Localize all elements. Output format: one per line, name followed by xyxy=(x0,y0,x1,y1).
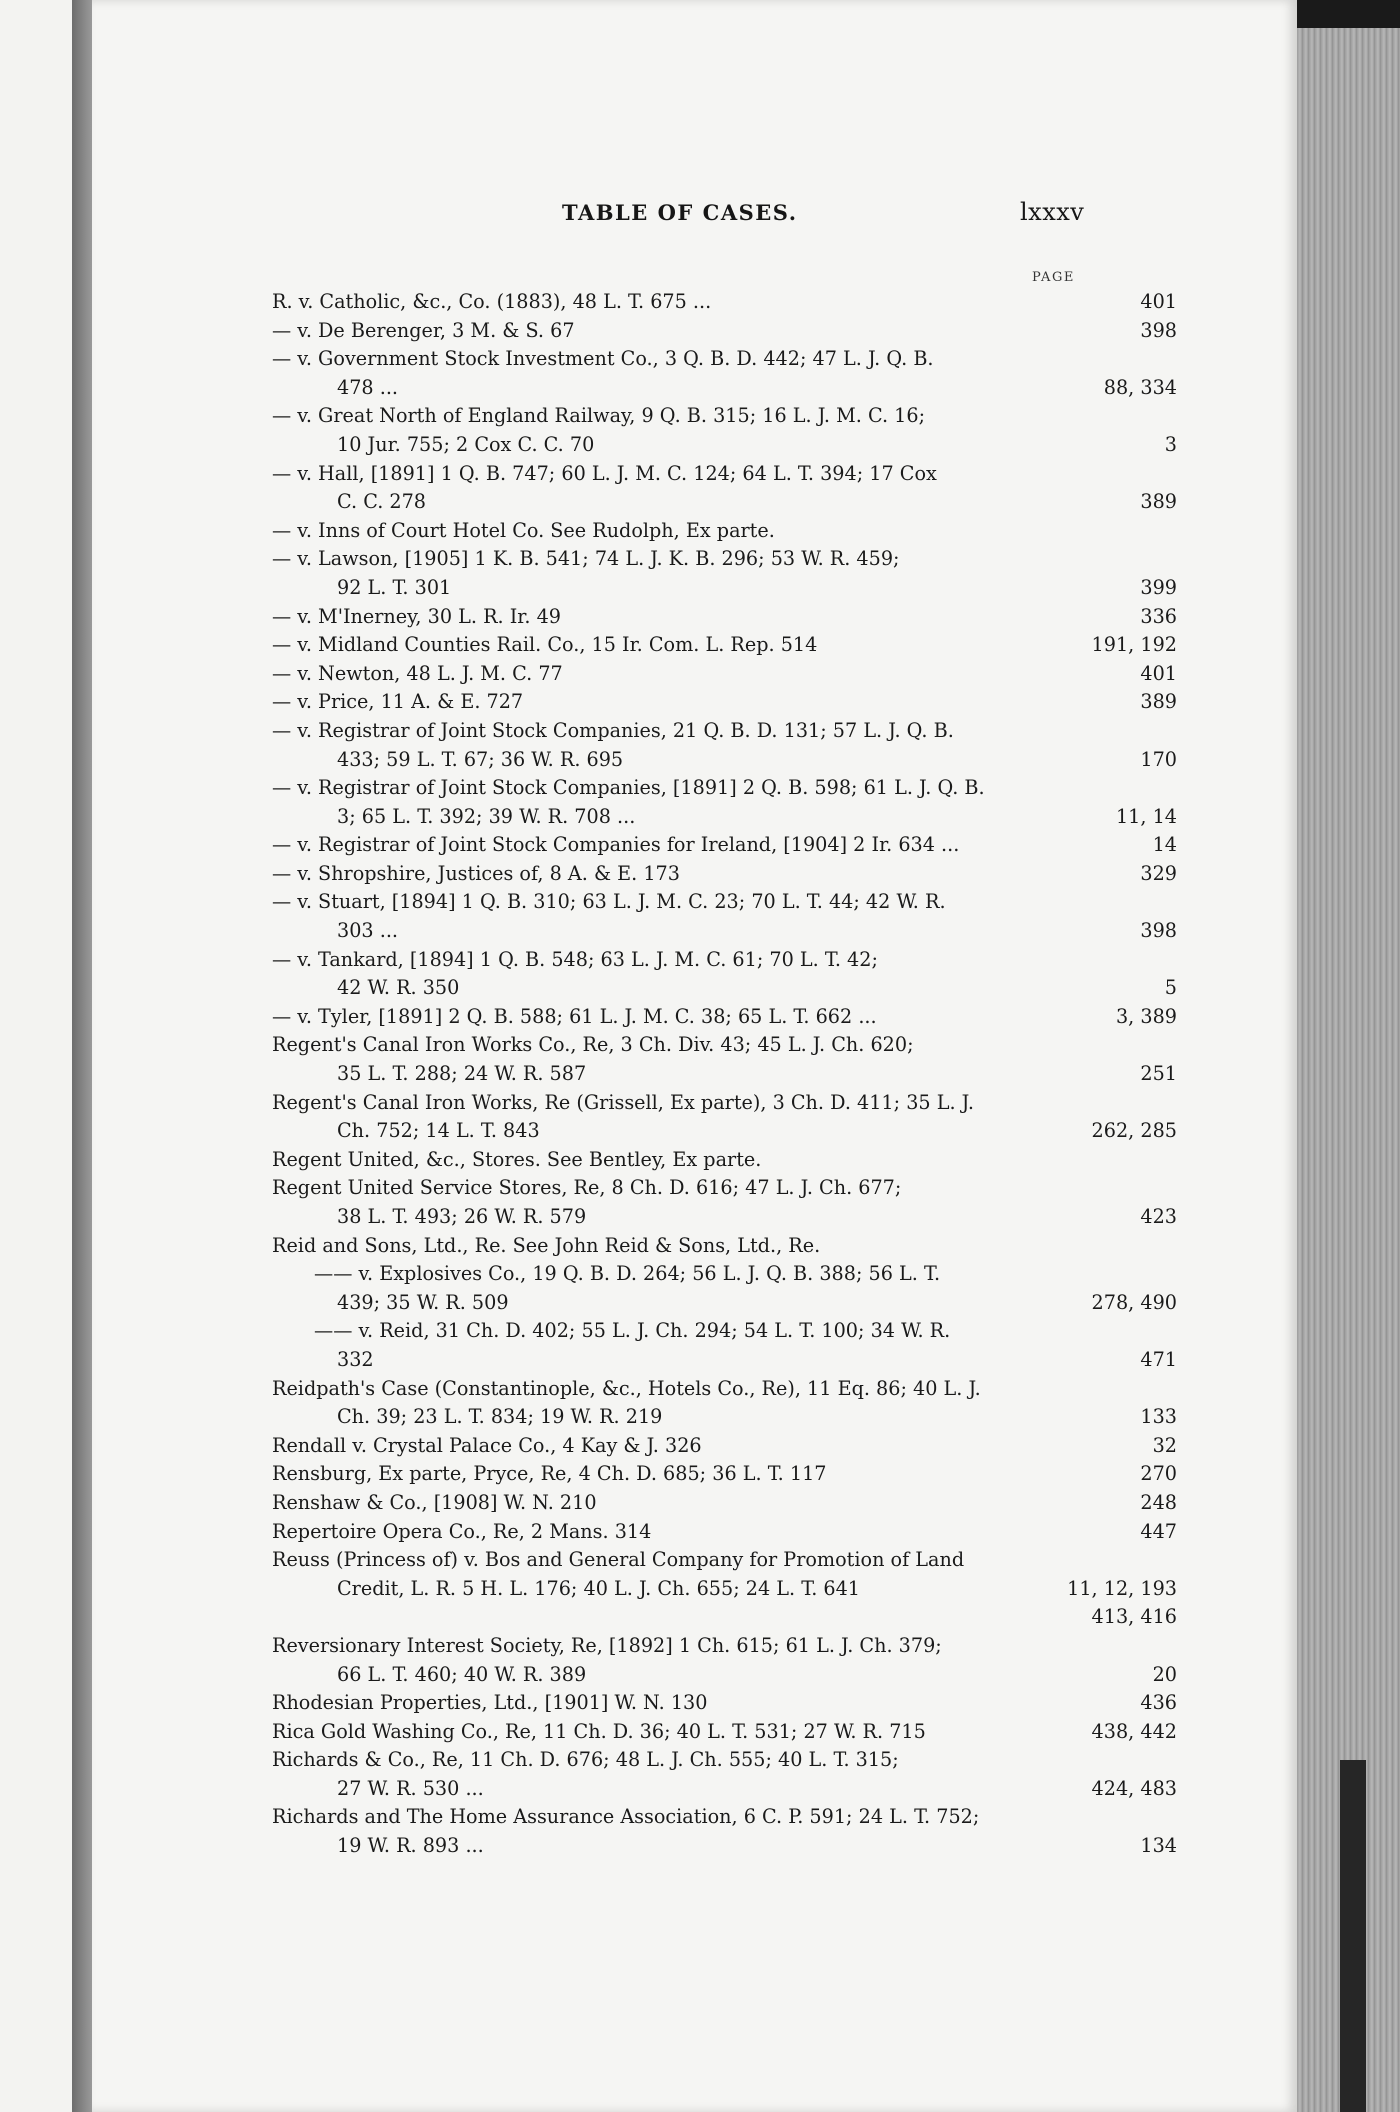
case-entry-line xyxy=(272,431,1177,460)
case-entry-line xyxy=(272,831,1177,860)
page-reference: 423 xyxy=(1140,1205,1177,1228)
case-entry-line xyxy=(272,1460,1177,1489)
case-entry-line xyxy=(272,1117,1177,1146)
page-reference: 278, 490 xyxy=(1091,1290,1177,1314)
page-reference: 32 xyxy=(1152,1433,1177,1457)
case-entry-line xyxy=(272,631,1177,660)
case-citation: — v. Registrar of Joint Stock Companies for Ireland, [1904] 2 Ir. 634 ... xyxy=(272,833,960,857)
case-entry-line xyxy=(272,1174,1177,1203)
case-citation: Repertoire Opera Co., Re, 2 Mans. 314 xyxy=(272,1519,652,1543)
case-citation: — v. Shropshire, Justices of, 8 A. & E. 173 xyxy=(272,861,680,885)
page-reference: 398 xyxy=(1140,919,1177,943)
case-citation: —— v. Reid, 31 Ch. D. 402; 55 L. J. Ch. 294; 54 L. T. 100; 34 W. R. xyxy=(314,1319,951,1343)
case-citation: Rensburg, Ex parte, Pryce, Re, 4 Ch. D. 685; 36 L. T. 117 xyxy=(272,1462,827,1486)
case-citation: 19 W. R. 893 ... xyxy=(337,1834,484,1858)
case-citation: Reidpath's Case (Constantinople, &c., Hotels Co., Re), 11 Eq. 86; 40 L. J. xyxy=(272,1376,981,1400)
case-entry-line xyxy=(272,1803,1177,1832)
case-citation: Regent's Canal Iron Works Co., Re, 3 Ch. Div. 43; 45 L. J. Ch. 620; xyxy=(272,1033,914,1057)
case-citation: Richards & Co., Re, 11 Ch. D. 676; 48 L. J. Ch. 555; 40 L. T. 315; xyxy=(272,1748,899,1772)
case-citation: —— v. Explosives Co., 19 Q. B. D. 264; 56 L. J. Q. B. 388; 56 L. T. xyxy=(314,1262,941,1286)
case-citation: — v. Stuart, [1894] 1 Q. B. 310; 63 L. J. M. C. 23; 70 L. T. 44; 42 W. R. xyxy=(272,890,946,914)
page-reference: 336 xyxy=(1140,604,1177,628)
case-citation: Regent's Canal Iron Works, Re (Grissell, Ex parte), 3 Ch. D. 411; 35 L. J. xyxy=(272,1090,974,1114)
book-page xyxy=(92,0,1297,2112)
case-citation: — v. Registrar of Joint Stock Companies, [1891] 2 Q. B. 598; 61 L. J. Q. B. xyxy=(272,776,985,800)
case-citation: Credit, L. R. 5 H. L. 176; 40 L. J. Ch. 655; 24 L. T. 641 xyxy=(337,1576,861,1600)
case-table xyxy=(272,288,1177,1861)
page-reference: 134 xyxy=(1140,1834,1177,1858)
case-citation: 3; 65 L. T. 392; 39 W. R. 708 ... xyxy=(337,804,636,828)
page-reference: 389 xyxy=(1140,690,1177,714)
page-reference: 270 xyxy=(1140,1462,1177,1486)
book-gutter xyxy=(72,0,92,2112)
case-citation: C. C. 278 xyxy=(337,490,427,514)
page-reference: 389 xyxy=(1140,490,1177,514)
case-entry-line xyxy=(272,1575,1177,1604)
case-citation: Regent United Service Stores, Re, 8 Ch. D. 616; 47 L. J. Ch. 677; xyxy=(272,1176,902,1200)
case-citation: Richards and The Home Assurance Association, 6 C. P. 591; 24 L. T. 752; xyxy=(272,1805,980,1829)
case-citation: Ch. 752; 14 L. T. 843 xyxy=(337,1119,540,1143)
case-citation: Ch. 39; 23 L. T. 834; 19 W. R. 219 xyxy=(337,1405,663,1429)
case-entry-line xyxy=(272,888,1177,917)
page-reference: 329 xyxy=(1140,861,1177,885)
page-title: TABLE OF CASES. xyxy=(562,200,798,225)
left-page-edge xyxy=(0,0,72,2112)
case-entry-line xyxy=(272,1232,1177,1261)
case-entry-line xyxy=(272,717,1177,746)
page-reference: 3, 389 xyxy=(1115,1004,1177,1028)
page-reference: 471 xyxy=(1140,1347,1177,1371)
case-citation: 10 Jur. 755; 2 Cox C. C. 70 xyxy=(337,432,595,456)
case-entry-line xyxy=(272,1289,1177,1318)
case-entry-line xyxy=(272,1003,1177,1032)
case-entry-line xyxy=(272,317,1177,346)
case-entry-line xyxy=(272,1146,1177,1175)
case-citation: Reuss (Princess of) v. Bos and General Company for Promotion of Land xyxy=(272,1548,965,1572)
running-header xyxy=(92,200,1297,236)
page-reference: 436 xyxy=(1140,1691,1177,1715)
case-entry-line xyxy=(272,1403,1177,1432)
case-entry-line xyxy=(272,1203,1177,1232)
case-citation: Rhodesian Properties, Ltd., [1901] W. N. 130 xyxy=(272,1691,708,1715)
case-entry-line xyxy=(272,545,1177,574)
page-reference: 438, 442 xyxy=(1091,1719,1177,1743)
case-entry-line xyxy=(272,746,1177,775)
case-citation: 38 L. T. 493; 26 W. R. 579 xyxy=(337,1205,587,1228)
page-reference: 5 xyxy=(1164,976,1177,1000)
case-entry-line xyxy=(272,1546,1177,1575)
case-entry-line xyxy=(272,860,1177,889)
case-citation: 439; 35 W. R. 509 xyxy=(337,1290,509,1314)
page-reference: 447 xyxy=(1140,1519,1177,1543)
page-reference: 11, 12, 193 xyxy=(1067,1576,1177,1600)
case-entry-line xyxy=(272,1375,1177,1404)
case-entry-line xyxy=(272,488,1177,517)
case-entry-line xyxy=(272,1031,1177,1060)
page-reference: 133 xyxy=(1140,1405,1177,1429)
case-entry-line xyxy=(272,660,1177,689)
case-citation: Reid and Sons, Ltd., Re. See John Reid & Sons, Ltd., Re. xyxy=(272,1233,821,1257)
page-reference: 401 xyxy=(1140,290,1177,313)
page-reference: 248 xyxy=(1140,1490,1177,1514)
case-entry-line xyxy=(272,803,1177,832)
case-citation: Reversionary Interest Society, Re, [1892] 1 Ch. 615; 61 L. J. Ch. 379; xyxy=(272,1633,942,1657)
case-entry-line xyxy=(272,1603,1177,1632)
case-entry-line xyxy=(272,1317,1177,1346)
case-entry-line xyxy=(272,603,1177,632)
case-entry-line xyxy=(272,1689,1177,1718)
case-citation: 303 ... xyxy=(337,919,399,943)
page-reference: 3 xyxy=(1164,432,1177,456)
case-citation: — v. Registrar of Joint Stock Companies, 21 Q. B. D. 131; 57 L. J. Q. B. xyxy=(272,718,954,742)
case-entry-line xyxy=(272,1832,1177,1861)
case-citation: Renshaw & Co., [1908] W. N. 210 xyxy=(272,1490,597,1514)
page-reference: 191, 192 xyxy=(1091,633,1177,657)
case-citation: — v. De Berenger, 3 M. & S. 67 xyxy=(272,318,575,342)
case-entry-line xyxy=(272,688,1177,717)
case-citation: — v. M'Inerney, 30 L. R. Ir. 49 xyxy=(272,604,561,628)
case-citation: 478 ... xyxy=(337,375,399,399)
case-citation: — v. Hall, [1891] 1 Q. B. 747; 60 L. J. M. C. 124; 64 L. T. 394; 17 Cox xyxy=(272,461,937,485)
case-entry-line xyxy=(272,1432,1177,1461)
case-entry-line xyxy=(272,1632,1177,1661)
case-citation: — v. Government Stock Investment Co., 3 Q. B. D. 442; 47 L. J. Q. B. xyxy=(272,347,934,371)
case-entry-line xyxy=(272,1089,1177,1118)
page-reference: 251 xyxy=(1140,1062,1177,1086)
case-entry-line xyxy=(272,1718,1177,1747)
case-citation: Rendall v. Crystal Palace Co., 4 Kay & J. 326 xyxy=(272,1433,702,1457)
case-entry-line xyxy=(272,574,1177,603)
case-entry-line xyxy=(272,917,1177,946)
case-citation: 35 L. T. 288; 24 W. R. 587 xyxy=(337,1062,587,1086)
case-citation: — v. Lawson, [1905] 1 K. B. 541; 74 L. J. K. B. 296; 53 W. R. 459; xyxy=(272,547,900,571)
case-entry-line xyxy=(272,460,1177,489)
case-entry-line xyxy=(272,774,1177,803)
page-column-label: PAGE xyxy=(1032,270,1075,285)
case-entry-line xyxy=(272,517,1177,546)
page-number: lxxxv xyxy=(1020,198,1085,226)
case-entry-line xyxy=(272,402,1177,431)
case-citation: — v. Tankard, [1894] 1 Q. B. 548; 63 L. J. M. C. 61; 70 L. T. 42; xyxy=(272,947,878,971)
case-entry-line xyxy=(272,374,1177,403)
page-reference: 401 xyxy=(1140,661,1177,685)
case-entry-line xyxy=(272,1518,1177,1547)
page-reference: 20 xyxy=(1152,1662,1177,1686)
case-entry-line xyxy=(272,1775,1177,1804)
page-edges-shadow xyxy=(1340,1760,1366,2112)
case-citation: 332 xyxy=(337,1347,374,1371)
case-citation: — v. Price, 11 A. & E. 727 xyxy=(272,690,524,714)
case-citation: — v. Inns of Court Hotel Co. See Rudolph, Ex parte. xyxy=(272,518,775,542)
case-citation: — v. Tyler, [1891] 2 Q. B. 588; 61 L. J. M. C. 38; 65 L. T. 662 ... xyxy=(272,1004,877,1028)
page-reference: 14 xyxy=(1152,833,1177,857)
page-reference: 88, 334 xyxy=(1103,375,1177,399)
case-citation: R. v. Catholic, &c., Co. (1883), 48 L. T. 675 ... xyxy=(272,290,712,313)
case-citation: Regent United, &c., Stores. See Bentley, Ex parte. xyxy=(272,1147,762,1171)
case-citation: 433; 59 L. T. 67; 36 W. R. 695 xyxy=(337,747,624,771)
case-citation: Rica Gold Washing Co., Re, 11 Ch. D. 36; 40 L. T. 531; 27 W. R. 715 xyxy=(272,1719,926,1743)
page-reference: 262, 285 xyxy=(1091,1119,1177,1143)
case-citation: 42 W. R. 350 xyxy=(337,976,460,1000)
case-entry-line xyxy=(272,974,1177,1003)
page-reference: 398 xyxy=(1140,318,1177,342)
case-entry-line xyxy=(272,288,1177,317)
page-reference: 11, 14 xyxy=(1115,804,1177,828)
page-reference: 170 xyxy=(1140,747,1177,771)
case-entry-line xyxy=(272,946,1177,975)
case-entry-line xyxy=(272,1489,1177,1518)
page-reference: 413, 416 xyxy=(1091,1605,1177,1629)
case-entry-line xyxy=(272,1260,1177,1289)
case-entry-line xyxy=(272,1060,1177,1089)
case-entry-line xyxy=(272,1661,1177,1690)
case-citation: — v. Newton, 48 L. J. M. C. 77 xyxy=(272,661,563,685)
case-citation: 92 L. T. 301 xyxy=(337,575,452,599)
case-citation: 27 W. R. 530 ... xyxy=(337,1776,484,1800)
page-reference: 399 xyxy=(1140,575,1177,599)
case-entry-line xyxy=(272,345,1177,374)
case-citation: — v. Midland Counties Rail. Co., 15 Ir. Com. L. Rep. 514 xyxy=(272,633,818,657)
case-entry-line xyxy=(272,1346,1177,1375)
case-entry-line xyxy=(272,1746,1177,1775)
page-reference: 424, 483 xyxy=(1091,1776,1177,1800)
case-citation: — v. Great North of England Railway, 9 Q. B. 315; 16 L. J. M. C. 16; xyxy=(272,404,926,428)
case-citation: 66 L. T. 460; 40 W. R. 389 xyxy=(337,1662,587,1686)
